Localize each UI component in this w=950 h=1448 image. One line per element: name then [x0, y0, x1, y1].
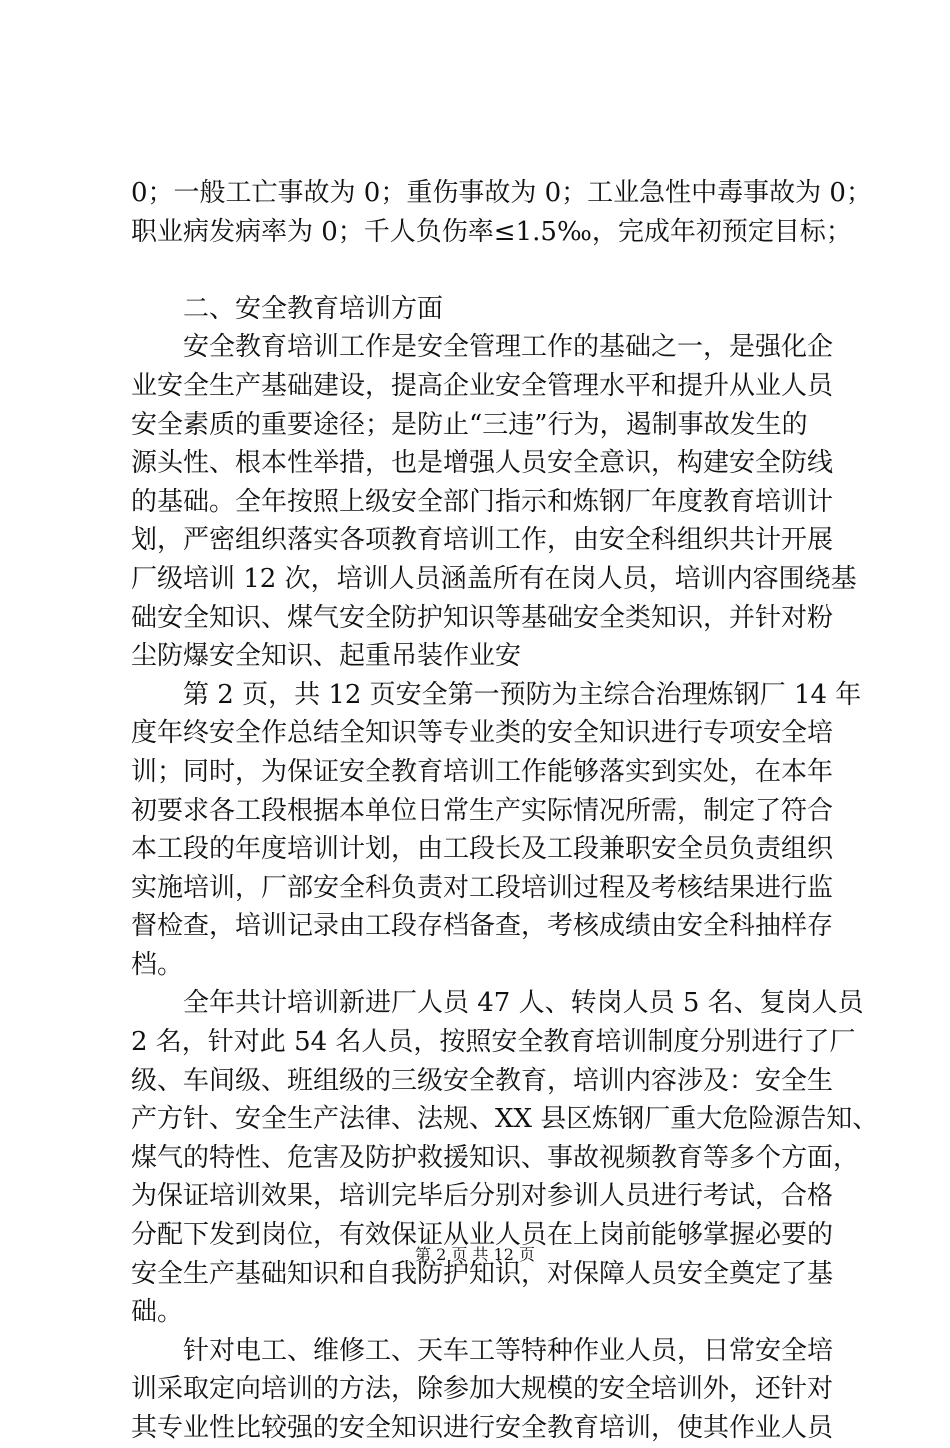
text-line: 安全素质的重要途径；是防止“三违”行为，遏制事故发生的: [131, 409, 808, 440]
text-line: 础。: [131, 1297, 184, 1328]
text-line: 本工段的年度培训计划，由工段长及工段兼职安全员负责组织: [131, 834, 834, 865]
text-line: 第 2 页，共 12 页安全第一预防为主综合治理炼钢厂 14 年: [183, 679, 862, 710]
text-line: 度年终安全作总结全知识等专业类的安全知识进行专项安全培: [131, 718, 834, 749]
text-line: 针对电工、维修工、天车工等特种作业人员，日常安全培: [183, 1335, 834, 1366]
text-line: 产方针、安全生产法律、法规、XX 县区炼钢厂重大危险源告知、: [131, 1104, 879, 1135]
text-line: 档。: [131, 949, 184, 980]
text-line: 源头性、根本性举措，也是增强人员安全意识，构建安全防线: [131, 448, 834, 479]
text-line: 尘防爆安全知识、起重吊装作业安: [131, 641, 522, 672]
text-line: 划，严密组织落实各项教育培训工作，由安全科组织共计开展: [131, 525, 834, 556]
text-line: 全年共计培训新进厂人员 47 人、转岗人员 5 名、复岗人员: [183, 988, 864, 1019]
text-line: 础安全知识、煤气安全防护知识等基础安全类知识，并针对粉: [131, 602, 834, 633]
text-line: 2 名，针对此 54 名人员，按照安全教育培训制度分别进行了厂: [131, 1027, 856, 1058]
text-line: 级、车间级、班组级的三级安全教育，培训内容涉及：安全生: [131, 1065, 834, 1096]
text-line: 二、安全教育培训方面: [183, 293, 444, 324]
text-line: 其专业性比较强的安全知识进行安全教育培训，使其作业人员: [131, 1413, 834, 1443]
text-line: 安全教育培训工作是安全管理工作的基础之一，是强化企: [183, 332, 834, 363]
text-line: 为保证培训效果，培训完毕后分别对参训人员进行考试，合格: [131, 1181, 834, 1212]
text-line: 厂级培训 12 次，培训人员涵盖所有在岗人员，培训内容围绕基: [131, 563, 857, 594]
blank-line: [131, 251, 831, 290]
text-line: 业安全生产基础建设，提高企业安全管理水平和提升从业人员: [131, 370, 834, 401]
text-line: 训采取定向培训的方法，除参加大规模的安全培训外，还针对: [131, 1374, 834, 1405]
text-line: 实施培训，厂部安全科负责对工段培训过程及考核结果进行监: [131, 872, 834, 903]
text-line: 职业病发病率为 0；千人负伤率≤1.5‰，完成年初预定目标；: [131, 216, 852, 247]
text-line: 煤气的特性、危害及防护救援知识、事故视频教育等多个方面，: [131, 1142, 860, 1173]
text-line: 0；一般工亡事故为 0；重伤事故为 0；工业急性中毒事故为 0；: [131, 178, 872, 208]
text-line: 安全生产基础知识和自我防护知识，对保障人员安全奠定了基: [131, 1258, 834, 1289]
text-line: 训；同时，为保证安全教育培训工作能够落实到实处，在本年: [131, 756, 834, 787]
text-line: 的基础。全年按照上级安全部门指示和炼钢厂年度教育培训计: [131, 486, 834, 517]
text-line: 初要求各工段根据本单位日常生产实际情况所需，制定了符合: [131, 795, 834, 826]
page-footer: 第 2 页 共 12 页: [415, 1245, 535, 1264]
text-line: 督检查，培训记录由工段存档备查，考核成绩由安全科抽样存: [131, 911, 834, 942]
text-line: 分配下发到岗位，有效保证从业人员在上岗前能够掌握必要的: [131, 1220, 834, 1251]
